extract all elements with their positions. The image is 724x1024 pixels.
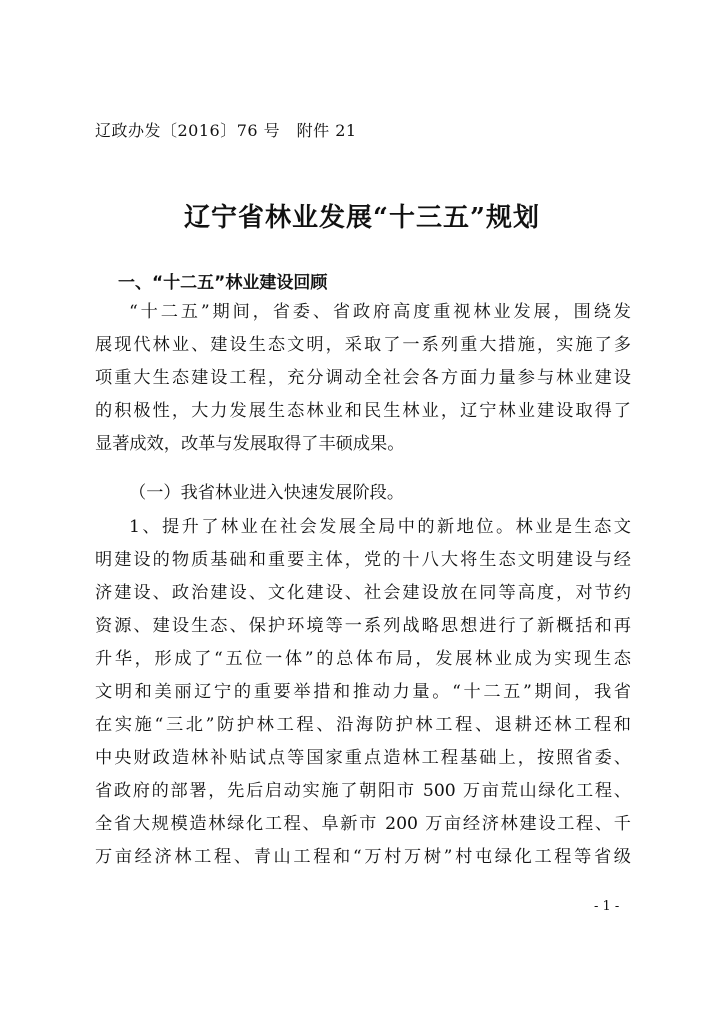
- paragraph-line: 省政府的部署，先后启动实施了朝阳市 500 万亩荒山绿化工程、: [95, 781, 631, 801]
- paragraph-line: 文明和美丽辽宁的重要举措和推动力量。“十二五”期间，我省: [95, 682, 631, 702]
- paragraph-line: 在实施“三北”防护林工程、沿海防护林工程、退耕还林工程和: [95, 715, 631, 735]
- document-number: 辽政办发〔2016〕76 号 附件 21: [95, 121, 357, 140]
- section-heading: 一、“十二五”林业建设回顾: [118, 273, 328, 293]
- paragraph-line: 展现代林业、建设生态文明，采取了一系列重大措施，实施了多: [95, 335, 631, 355]
- paragraph-line: 升华，形成了“五位一体”的总体布局，发展林业成为实现生态: [95, 649, 631, 669]
- paragraph-line: 1、提升了林业在社会发展全局中的新地位。林业是生态文: [129, 517, 631, 537]
- paragraph-line: 显著成效，改革与发展取得了丰硕成果。: [95, 434, 405, 454]
- paragraph-line: 明建设的物质基础和重要主体，党的十八大将生态文明建设与经: [95, 550, 631, 570]
- paragraph-line: “十二五”期间，省委、省政府高度重视林业发展，围绕发: [129, 302, 631, 322]
- paragraph-line: 中央财政造林补贴试点等国家重点造林工程基础上，按照省委、: [95, 748, 631, 768]
- paragraph-line: 项重大生态建设工程，充分调动全社会各方面力量参与林业建设: [95, 368, 631, 388]
- page-title: 辽宁省林业发展“十三五”规划: [184, 203, 540, 233]
- subheading: （一）我省林业进入快速发展阶段。: [129, 483, 405, 503]
- paragraph-line: 万亩经济林工程、青山工程和“万村万树”村屯绿化工程等省级: [95, 847, 631, 867]
- paragraph-line: 资源、建设生态、保护环境等一系列战略思想进行了新概括和再: [95, 616, 631, 636]
- paragraph-line: 全省大规模造林绿化工程、阜新市 200 万亩经济林建设工程、千: [95, 814, 631, 834]
- page-number: - 1 -: [594, 899, 620, 914]
- paragraph-line: 济建设、政治建设、文化建设、社会建设放在同等高度，对节约: [95, 583, 631, 603]
- paragraph-line: 的积极性，大力发展生态林业和民生林业，辽宁林业建设取得了: [95, 401, 631, 421]
